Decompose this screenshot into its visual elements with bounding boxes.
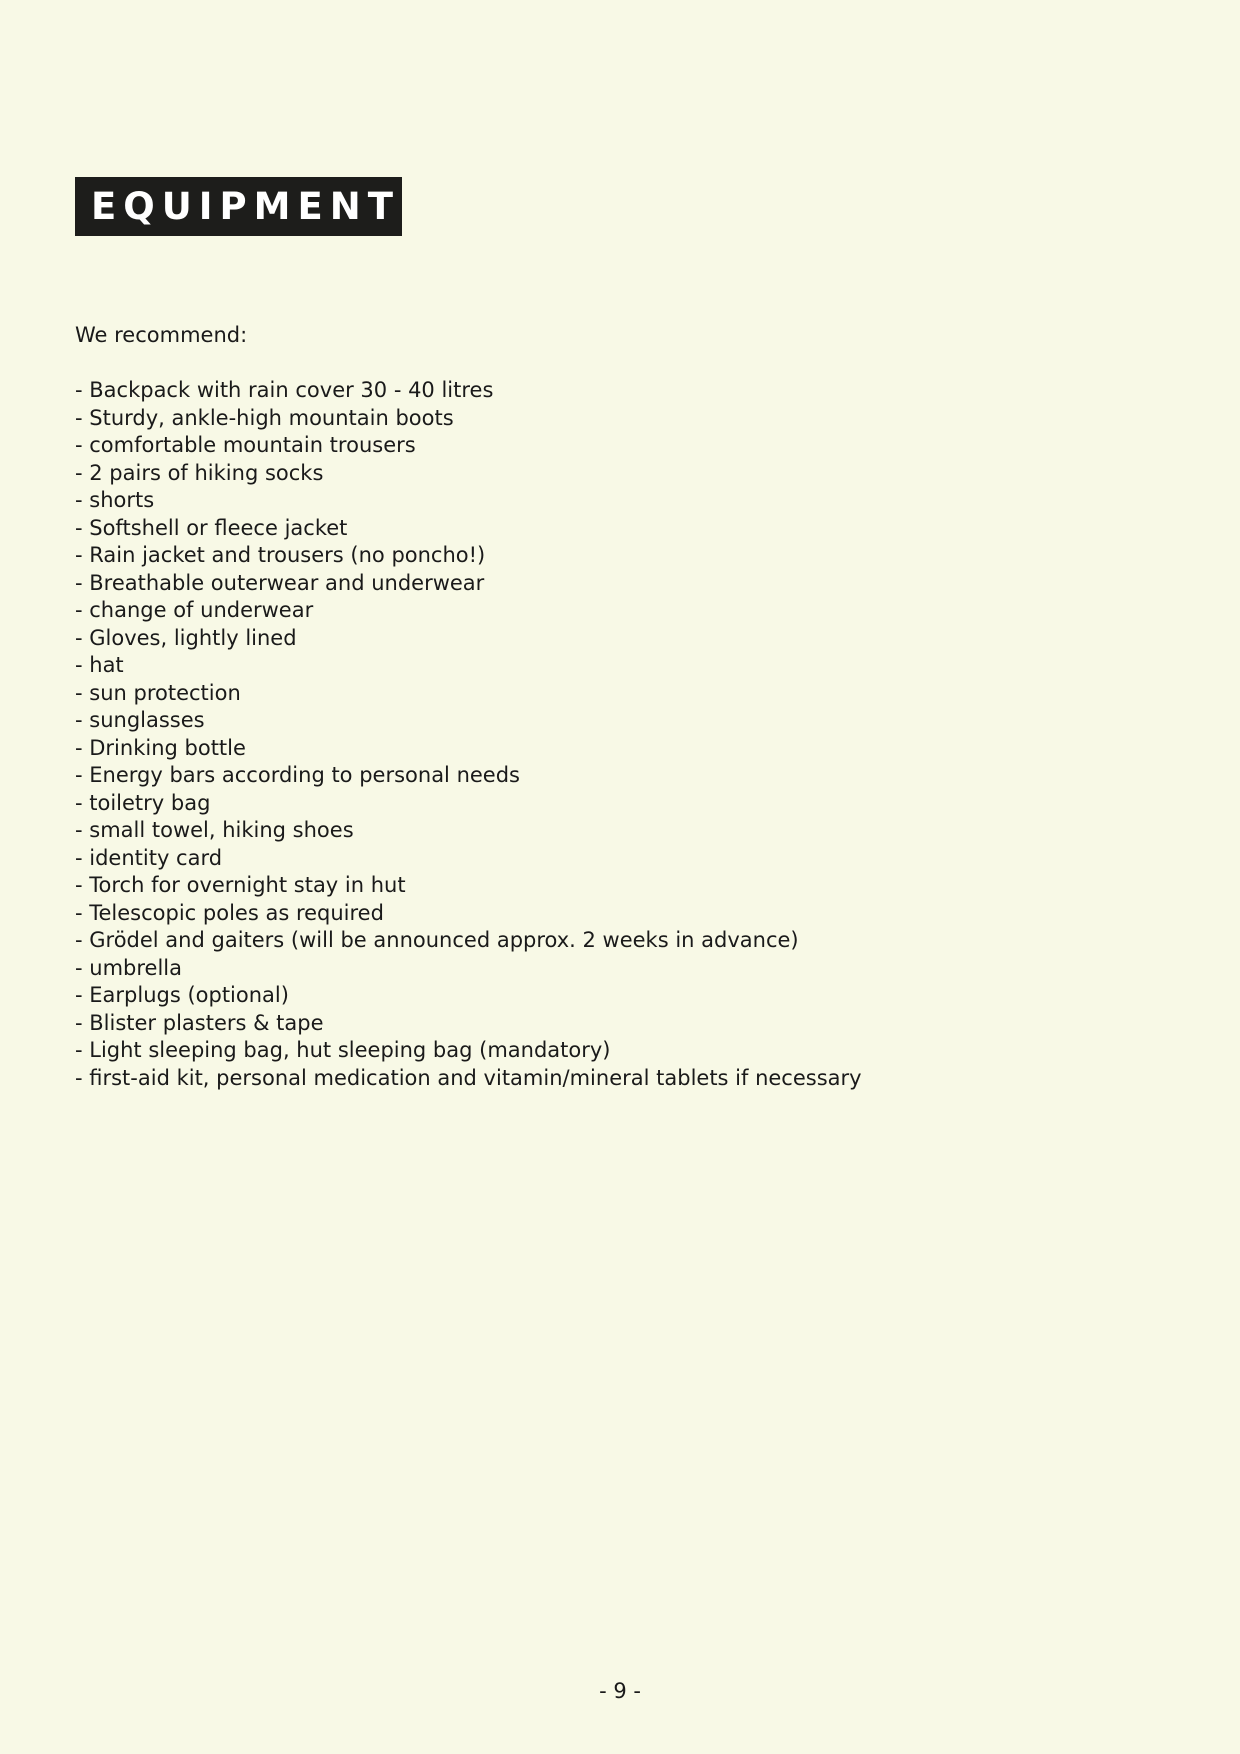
list-item: - shorts <box>75 488 155 512</box>
list-item: - Blister plasters & tape <box>75 1010 324 1035</box>
equipment-list <box>75 377 862 1092</box>
section-heading-banner <box>75 177 402 236</box>
list-item: - sun protection <box>75 680 241 705</box>
list-item: - identity card <box>75 845 223 870</box>
list-item: - Rain jacket and trousers (no poncho!) <box>75 543 486 567</box>
intro-text: We recommend: <box>75 323 248 347</box>
list-item: - Earplugs (optional) <box>75 983 289 1007</box>
section-heading: EQUIPMENT <box>91 185 400 228</box>
list-item: - Energy bars according to personal needs <box>75 763 520 787</box>
list-item: - small towel, hiking shoes <box>75 818 354 842</box>
list-item: - Backpack with rain cover 30 - 40 litres <box>75 378 494 402</box>
list-item: - umbrella <box>75 955 182 980</box>
list-item: - 2 pairs of hiking socks <box>75 460 324 485</box>
list-item: - Breathable outerwear and underwear <box>75 570 485 595</box>
list-item: - Softshell or fleece jacket <box>75 515 348 540</box>
list-item: - change of underwear <box>75 598 314 622</box>
list-item: - Torch for overnight stay in hut <box>75 873 406 897</box>
list-item: - Gloves, lightly lined <box>75 625 297 650</box>
list-item: - hat <box>75 653 124 677</box>
list-item: - toiletry bag <box>75 790 211 815</box>
list-item: - sunglasses <box>75 708 205 732</box>
page-number: - 9 - <box>599 1679 641 1703</box>
list-item: - Grödel and gaiters (will be announced approx. 2 weeks in advance) <box>75 928 799 952</box>
list-item: - comfortable mountain trousers <box>75 433 416 457</box>
list-item: - Sturdy, ankle-high mountain boots <box>75 405 454 430</box>
list-item: - Light sleeping bag, hut sleeping bag (mandatory) <box>75 1038 611 1062</box>
list-item: - first-aid kit, personal medication and vitamin/mineral tablets if necessary <box>75 1065 862 1090</box>
list-item: - Telescopic poles as required <box>75 900 384 925</box>
list-item: - Drinking bottle <box>75 735 246 760</box>
